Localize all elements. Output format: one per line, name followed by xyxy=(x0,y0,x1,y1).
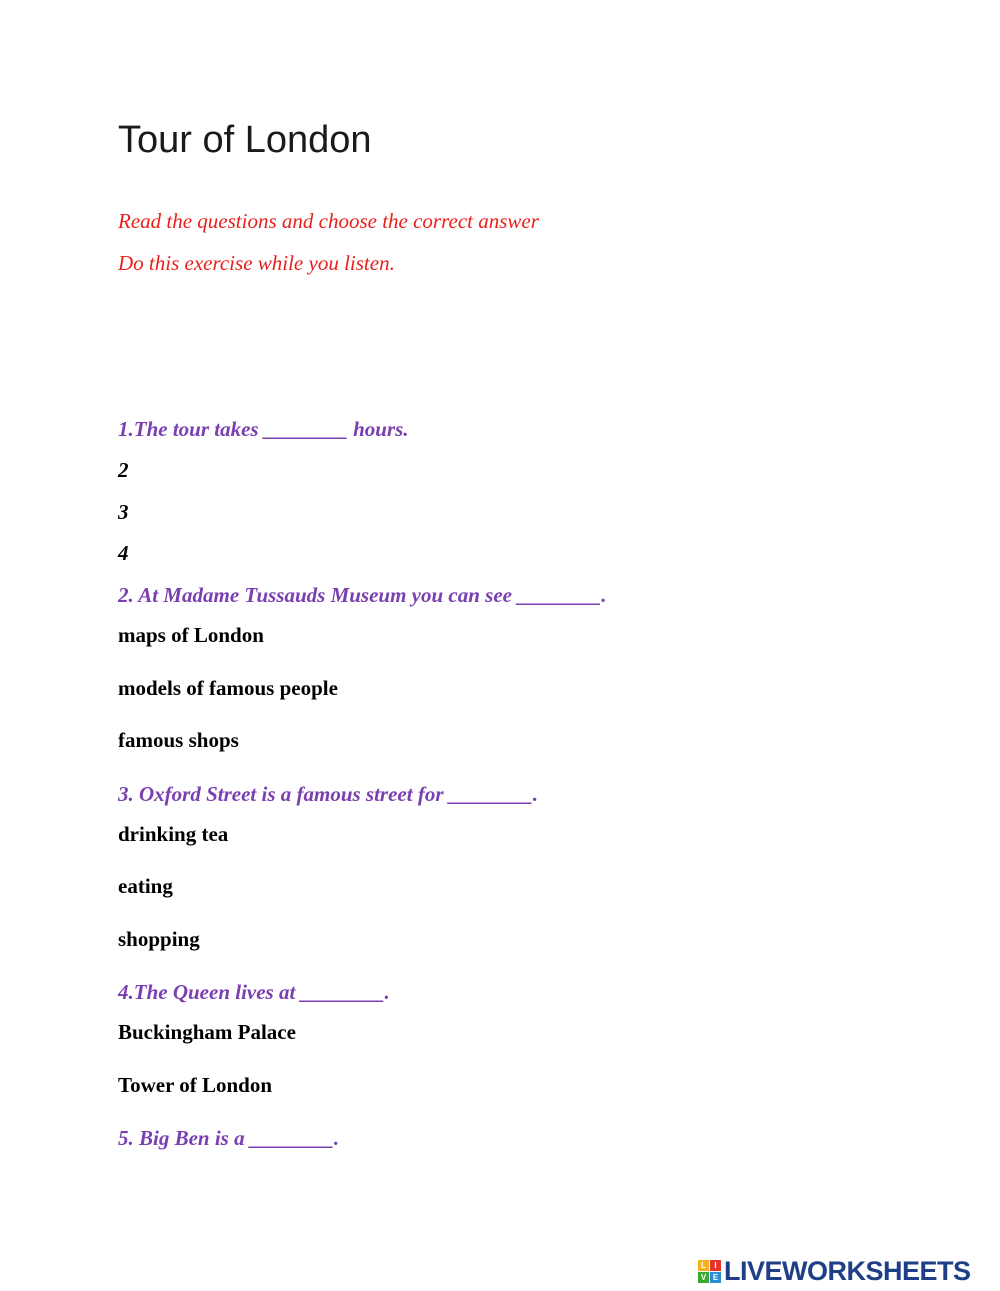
logo-text: LIVEWORKSHEETS xyxy=(724,1255,971,1286)
liveworksheets-logo-mark-icon xyxy=(698,1260,721,1283)
question-1-option-2[interactable]: 3 xyxy=(118,500,129,524)
question-3-option-1[interactable]: drinking tea xyxy=(118,822,229,846)
question-4-text: 4.The Queen lives at ________. xyxy=(118,980,390,1004)
question-3-option-2[interactable]: eating xyxy=(118,874,173,898)
question-3-option-3[interactable]: shopping xyxy=(118,927,200,951)
question-2-option-1[interactable]: maps of London xyxy=(118,623,264,647)
logo-mark-letter-v: V xyxy=(698,1272,709,1283)
page-title: Tour of London xyxy=(118,119,372,161)
question-2-option-3[interactable]: famous shops xyxy=(118,728,239,752)
question-2-text: 2. At Madame Tussauds Museum you can see ________. xyxy=(118,583,607,607)
question-4-option-1[interactable]: Buckingham Palace xyxy=(118,1020,296,1044)
question-1-option-3[interactable]: 4 xyxy=(118,541,129,565)
question-3-text: 3. Oxford Street is a famous street for ________. xyxy=(118,782,538,806)
logo-mark-letter-i: I xyxy=(710,1260,721,1271)
instruction-line-2: Do this exercise while you listen. xyxy=(118,251,395,275)
instruction-line-1: Read the questions and choose the correct answer xyxy=(118,209,539,233)
logo-mark-letter-e: E xyxy=(710,1272,721,1283)
question-1-text: 1.The tour takes ________ hours. xyxy=(118,417,409,441)
question-4-option-2[interactable]: Tower of London xyxy=(118,1073,273,1097)
logo-mark-letter-l: L xyxy=(698,1260,709,1271)
question-2-option-2[interactable]: models of famous people xyxy=(118,676,338,700)
liveworksheets-logo xyxy=(698,1256,971,1286)
question-1-option-1[interactable]: 2 xyxy=(118,458,129,482)
question-5-text: 5. Big Ben is a ________. xyxy=(118,1126,340,1150)
